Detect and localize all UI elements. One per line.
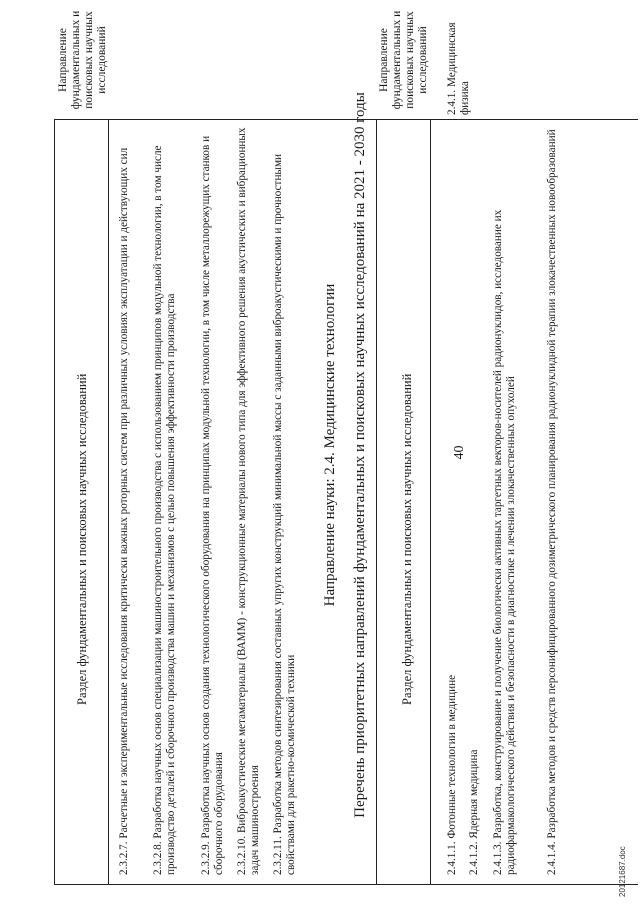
table1-item-2.3.2.9: 2.3.2.9. Разработка научных основ создания технологического оборудования на принципах модульной технологии, в том числе металлорежущих станков и сборочного оборудования xyxy=(200,135,225,875)
table2-item-2.4.1.3: 2.4.1.3. Разработка, конструирование и получение биологически активных таргетных векторов-носителей радионуклидов, исследование их радиофармакологического действия и безопасности в диагностике и лечении злокачественных опухолей xyxy=(492,209,517,875)
table1-right-header: Раздел фундаментальных и поисковых научных исследований xyxy=(75,373,89,705)
table2-item-2.4.1.2: 2.4.1.2. Ядерная медицина xyxy=(468,749,480,875)
list-title: Перечень приоритетных направлений фундаментальных и поисковых научных исследований на 2021 - 2030 годы xyxy=(352,92,368,818)
table1-item-2.3.2.8: 2.3.2.8. Разработка научных основ специализации машиностроительного производства с использованием принципов модульной технологии, в том числе производство деталей и сборочного производства машин и механизмов с целью повышения эффективности производства xyxy=(152,145,177,875)
table2-right-header: Раздел фундаментальных и поисковых научных исследований xyxy=(400,373,414,705)
table1-item-2.3.2.10: 2.3.2.10. Виброакустические метаматериалы (ВАММ) - конструкционные материалы нового типа для эффективного решения акустических и вибрационных задач машиностроения xyxy=(236,127,261,875)
table1-left-header: Направление фундаментальных и поисковых научных исследований xyxy=(57,10,108,110)
table1-item-2.3.2.11: 2.3.2.11. Разработка методов синтезирования составных упругих конструкций минимальной массы с заданными виброакустическими и прочностными свойствами для ракетно-космической техники xyxy=(272,153,297,875)
table1-item-2.3.2.7: 2.3.2.7. Расчетные и экспериментальные исследования критически важных роторных систем при различных условиях эксплуатации и действующих сил xyxy=(118,147,130,875)
table2-direction: 2.4.1. Медицинская физика xyxy=(446,22,471,115)
table2-item-2.4.1.4: 2.4.1.4. Разработка методов и средств персонифицированного дозиметрического планирования радионуклидной терапии злокачественных новообразований xyxy=(546,129,558,875)
doc-reference: 20121687.doc xyxy=(618,846,627,897)
section-title: Направление науки: 2.4. Медицинские технологии xyxy=(322,283,338,607)
page-number: 40 xyxy=(452,445,467,460)
table2-item-2.4.1.1: 2.4.1.1. Фотонные технологии в медицине xyxy=(446,674,458,875)
table2-left-header: Направление фундаментальных и поисковых научных исследований xyxy=(378,10,429,110)
